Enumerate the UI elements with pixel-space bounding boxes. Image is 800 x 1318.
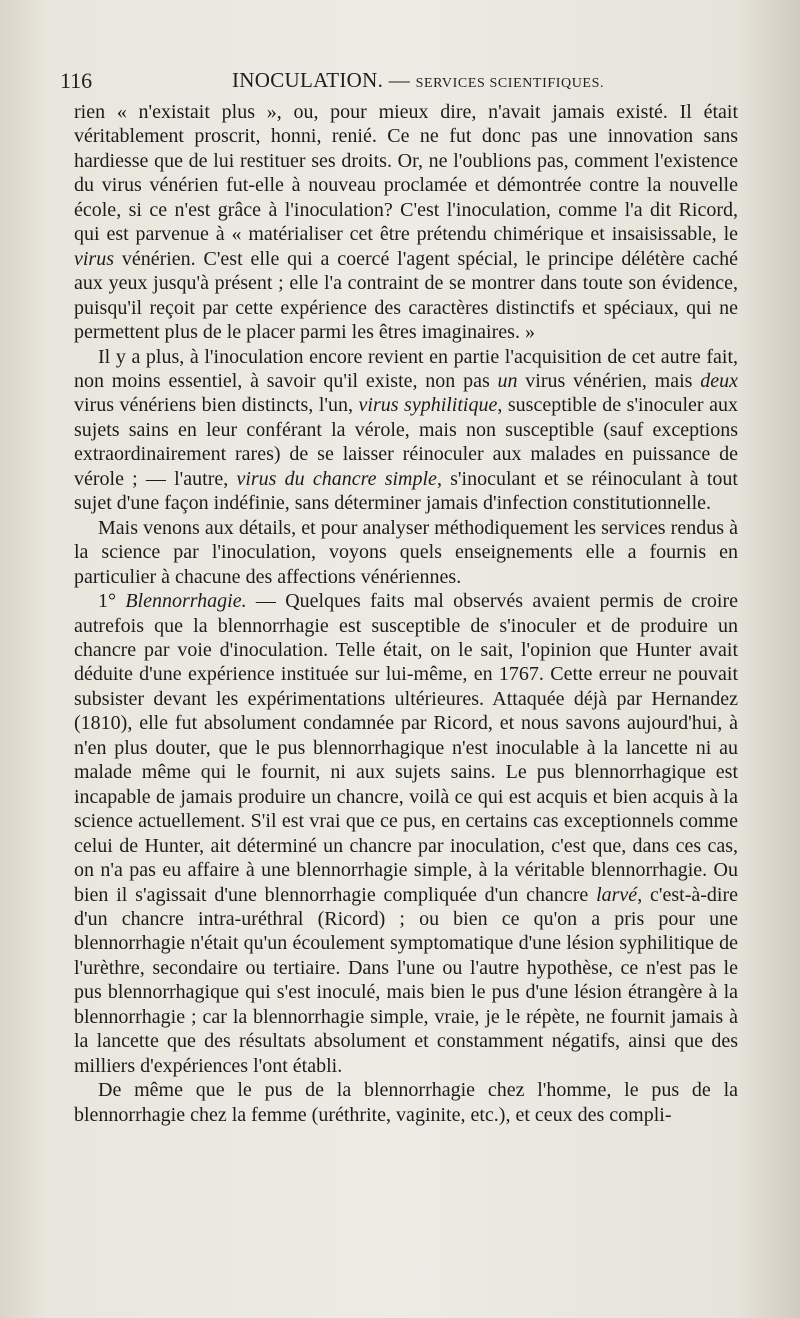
paragraph — [74, 516, 738, 589]
header-title-main: INOCULATION. — [232, 68, 384, 92]
text-run: — Quelques faits mal observés avaient permis de croire autrefois que la blennorrhagie est susceptible de s'inoculer et de produire un chancre par voie d'inoculation. Telle était, on le sait, l'opinion que Hunter avait déduite d'une expérience instituée sur lui-même, en 1767. Cette erreur ne pouvait subsister devant les expérimentations ultérieures. Attaquée déjà par Hernandez (1810), elle fut absolument condamnée par Ricord, et nous savons aujourd'hui, à n'en plus douter, que le pus blennorrhagique n'est inoculable à la lancette ni au malade même qui le fournit, ni aux sujets sains. Le pus blennorrhagique est incapable de jamais produire un chancre, voilà ce qui est acquis et bien acquis à la science actuellement. S'il est vrai que ce pus, en certains cas exceptionnels comme celui de Hunter, ait déterminé un chancre par inoculation, c'est que, dans ces cas, on n'a pas eu affaire à une blennorrhagie simple, à la véritable blennorrhagie. Ou bien il s'agissait d'une blennorrhagie compliquée d'un chancre — [74, 590, 738, 906]
text-run: vénérien. C'est elle qui a coercé l'agent spécial, le principe délétère caché aux yeux jusqu'à présent ; elle l'a contraint de se montrer dans toute son évidence, puisqu'il reçoit par cette expérience des caractères distinctifs et spéciaux, qui ne permettent plus de le placer parmi les êtres imaginaires. » — [74, 247, 738, 344]
page-number: 116 — [60, 68, 93, 93]
text-run: Mais venons aux détails, et pour analyser méthodiquement les services rendus à la science par l'inoculation, voyons quels enseignements elle a fournis en particulier à chacune des affections vénériennes. — [74, 516, 738, 588]
paragraph — [74, 100, 738, 345]
header-subtitle: SERVICES SCIENTIFIQUES. — [415, 76, 605, 91]
italic-text: virus du chancre simple — [236, 467, 437, 490]
text-run: , s'inoculant et se réinoculant à tout sujet d'une façon indéfinie, sans déterminer jamais d'infection constitutionnelle. — [74, 467, 738, 515]
text-run: virus vénérien, mais — [517, 369, 701, 392]
text-run: Il y a plus, à l'inoculation encore revient en partie l'acquisition de cet autre fait, non moins essentiel, à savoir qu'il existe, non pas — [74, 345, 738, 392]
italic-text: deux — [700, 369, 738, 392]
text-run: virus vénériens bien distincts, l'un, — [74, 394, 359, 417]
text-run: rien « n'existait plus », ou, pour mieux dire, n'avait jamais existé. Il était véritablement proscrit, honni, renié. Ce ne fut donc pas une innovation sans hardiesse que de lui restituer ses droits. Or, ne l'oublions pas, comment l'existence du virus vénérien fut-elle à nouveau proclamée et démontrée contre la nouvelle école, si ce n'est grâce à l'inoculation? C'est l'inoculation, comme l'a dit Ricord, qui est parvenue à « matérialiser cet être prétendu chimérique et insaisissable, le — [74, 101, 738, 246]
italic-text: virus — [74, 247, 114, 270]
header-separator: — — [383, 68, 416, 92]
italic-text: virus syphilitique — [358, 394, 498, 417]
text-run: 1° — [98, 590, 126, 613]
paragraph — [74, 589, 738, 1078]
running-head — [60, 68, 740, 98]
text-run: , c'est-à-dire d'un chancre intra-uréthral (Ricord) ; ou bien ce qu'on a pris pour une blennorrhagie n'était qu'un écoulement symptomatique d'une lésion syphilitique de l'urèthre, secondaire ou tertiaire. Dans l'une ou l'autre hypothèse, ce n'est pas le pus blennorrhagique qui s'est inoculé, mais bien le pus d'une lésion étrangère à la blennorrhagie ; car la blennorrhagie simple, vraie, je le répète, ne fournit jamais à la lancette que des résultats absolument et constamment négatifs, ainsi que des milliers d'expériences l'ont établi. — [74, 883, 738, 1077]
italic-text: un — [497, 369, 518, 392]
paragraph — [74, 345, 738, 516]
text-run: De même que le pus de la blennorrhagie chez l'homme, le pus de la blennorrhagie chez la femme (uréthrite, vaginite, etc.), et ceux des compli- — [74, 1079, 738, 1126]
body-text — [74, 100, 738, 1127]
running-head-title — [232, 68, 604, 93]
italic-text: Blennorrhagie. — [125, 590, 247, 613]
text-run: , susceptible de s'inoculer aux sujets sains en leur conférant la vérole, mais non susceptible (sauf exceptions extraordinairement rares) de se laisser réinoculer aux malades en puissance de vérole ; — l'autre, — [74, 394, 738, 490]
paragraph — [74, 1078, 738, 1127]
italic-text: larvé — [596, 883, 638, 906]
